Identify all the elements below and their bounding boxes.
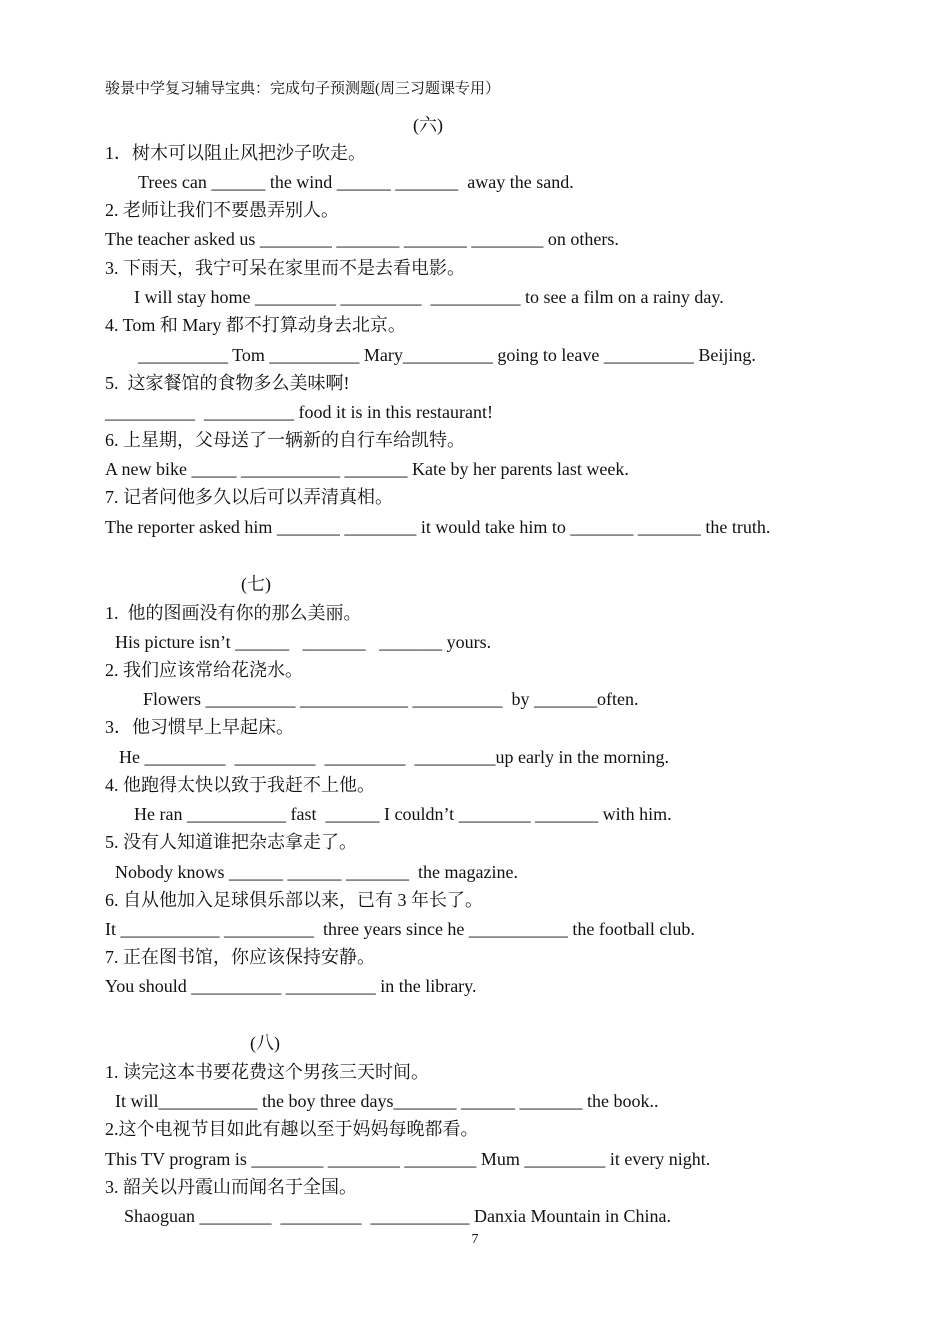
page-number: 7 — [471, 1232, 479, 1247]
question-7-2-chinese: 2. 我们应该常给花浇水。 — [105, 660, 303, 680]
question-7-4-chinese: 4. 他跑得太快以致于我赶不上他。 — [105, 775, 375, 795]
question-6-7-chinese: 7. 记者问他多久以后可以弄清真相。 — [105, 487, 393, 507]
question-7-1-english: His picture isn’t ______ _______ _______ yours. — [115, 632, 492, 652]
question-6-4-chinese: 4. Tom 和 Mary 都不打算动身去北京。 — [105, 315, 406, 335]
question-6-1-english: Trees can ______ the wind ______ _______ away the sand. — [138, 172, 574, 192]
question-8-1-english: It will___________ the boy three days_______ ______ _______ the book.. — [115, 1091, 659, 1111]
page-header: 骏景中学复习辅导宝典：完成句子预测题(周三习题课专用） — [105, 81, 500, 97]
question-7-2-english: Flowers __________ ____________ __________ by _______often. — [143, 689, 639, 709]
question-6-5-chinese: 5. 这家餐馆的食物多么美味啊! — [105, 373, 350, 393]
section-title-7: (七) — [241, 574, 271, 594]
question-6-2-english: The teacher asked us ________ _______ _______ ________ on others. — [105, 229, 619, 249]
question-7-7-chinese: 7. 正在图书馆，你应该保持安静。 — [105, 947, 375, 967]
question-7-3-chinese: 3．他习惯早上早起床。 — [105, 717, 294, 737]
section-title-6: (六) — [413, 115, 443, 135]
question-8-1-chinese: 1. 读完这本书要花费这个男孩三天时间。 — [105, 1062, 429, 1082]
question-6-6-chinese: 6. 上星期，父母送了一辆新的自行车给凯特。 — [105, 430, 465, 450]
question-8-3-english: Shaoguan ________ _________ ___________ Danxia Mountain in China. — [124, 1206, 671, 1226]
question-6-1-chinese: 1．树木可以阻止风把沙子吹走。 — [105, 143, 366, 163]
question-7-1-chinese: 1. 他的图画没有你的那么美丽。 — [105, 603, 362, 623]
question-6-5-english: __________ __________ food it is in this restaurant! — [105, 402, 493, 422]
question-7-6-english: It ___________ __________ three years since he ___________ the football club. — [105, 919, 695, 939]
question-6-7-english: The reporter asked him _______ ________ it would take him to _______ _______ the truth. — [105, 517, 771, 537]
question-8-2-english: This TV program is ________ ________ ________ Mum _________ it every night. — [105, 1149, 711, 1169]
question-6-3-chinese: 3. 下雨天，我宁可呆在家里而不是去看电影。 — [105, 258, 465, 278]
question-7-4-english: He ran ___________ fast ______ I couldn’t ________ _______ with him. — [134, 804, 672, 824]
question-6-6-english: A new bike _____ ___________ _______ Kate by her parents last week. — [105, 459, 629, 479]
question-7-7-english: You should __________ __________ in the library. — [105, 976, 477, 996]
question-8-2-chinese: 2.这个电视节目如此有趣以至于妈妈每晚都看。 — [105, 1119, 479, 1139]
section-title-8: (八) — [250, 1033, 280, 1053]
question-7-5-english: Nobody knows ______ ______ _______ the magazine. — [115, 862, 518, 882]
question-6-3-english: I will stay home _________ _________ __________ to see a film on a rainy day. — [134, 287, 724, 307]
question-6-2-chinese: 2. 老师让我们不要愚弄别人。 — [105, 200, 339, 220]
question-7-5-chinese: 5. 没有人知道谁把杂志拿走了。 — [105, 832, 357, 852]
question-7-3-english: He _________ _________ _________ _________up early in the morning. — [119, 747, 669, 767]
question-6-4-english: __________ Tom __________ Mary__________ going to leave __________ Beijing. — [138, 345, 756, 365]
question-8-3-chinese: 3. 韶关以丹霞山而闻名于全国。 — [105, 1177, 357, 1197]
question-7-6-chinese: 6. 自从他加入足球俱乐部以来，已有 3 年长了。 — [105, 890, 483, 910]
